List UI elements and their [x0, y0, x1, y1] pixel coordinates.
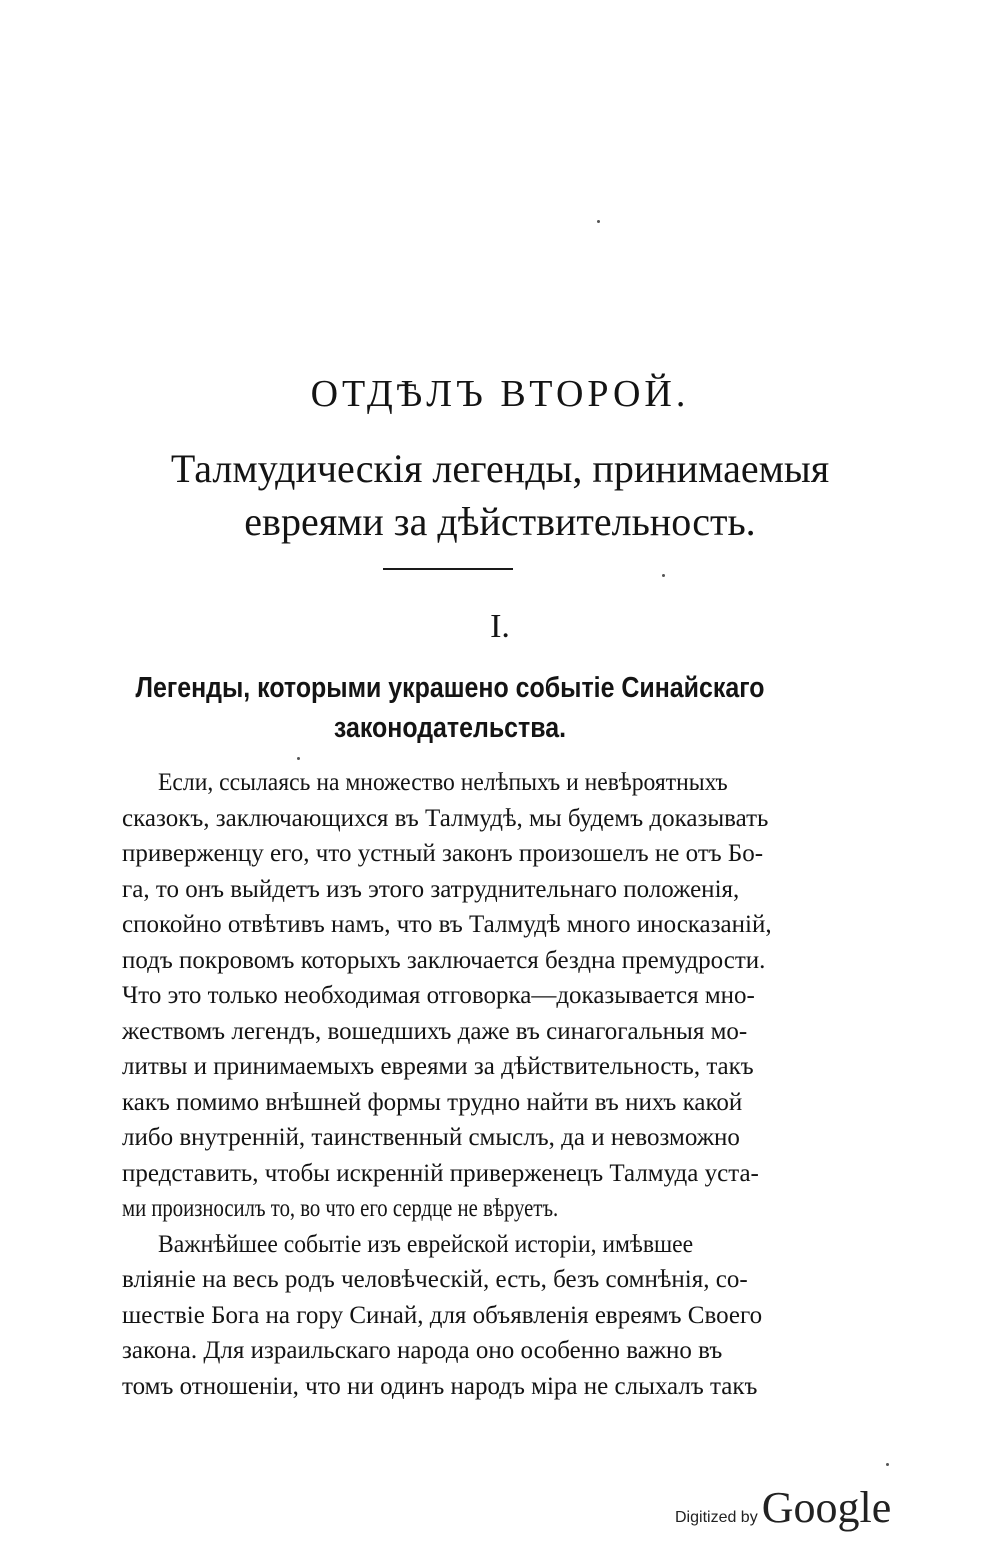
digitized-by-watermark: [675, 1482, 891, 1532]
body-line: вліяніе на весь родъ человѣческій, есть, безъ сомнѣнія, со-: [122, 1266, 748, 1293]
title-divider: [383, 568, 513, 570]
body-line: приверженцу его, что устный законъ произошелъ не отъ Бо-: [122, 840, 764, 867]
chapter-numeral: I.: [490, 608, 510, 645]
google-logo: Google: [761, 1483, 892, 1532]
body-line: жествомъ легендъ, вошедшихъ даже въ синагогальныя мо-: [122, 1017, 748, 1045]
body-line: шествіе Бога на гору Синай, для объявленія евреямъ Своего: [122, 1301, 763, 1329]
subtitle-line-1: Легенды, которыми украшено событіе Синайскаго: [135, 672, 765, 704]
title-line-2: евреями за дѣйствительность.: [244, 499, 756, 544]
title-line-1: Талмудическія легенды, принимаемыя: [170, 446, 830, 491]
body-line: закона. Для израильскаго народа оно особенно важно въ: [122, 1337, 723, 1364]
body-line: Что это только необходимая отговорка—доказывается мно-: [122, 982, 755, 1009]
body-line: га, то онъ выйдетъ изъ этого затруднительнаго положенія,: [122, 875, 740, 903]
print-speck: [597, 220, 600, 223]
print-speck: [297, 757, 300, 760]
body-line: литвы и принимаемыхъ евреями за дѣйствительность, такъ: [122, 1053, 754, 1080]
body-line: либо внутренній, таинственный смыслъ, да и невозможно: [122, 1124, 740, 1151]
print-speck: [662, 574, 665, 577]
body-line: сказокъ, заключающихся въ Талмудѣ, мы будемъ доказывать: [122, 804, 769, 832]
body-line: представить, чтобы искренній приверженецъ Талмуда уста-: [122, 1159, 759, 1187]
section-heading: ОТДѢЛЪ ВТОРОЙ.: [310, 373, 690, 415]
print-speck: [886, 1463, 889, 1466]
body-line: подъ покровомъ которыхъ заключается бездна премудрости.: [122, 946, 766, 974]
body-line: какъ помимо внѣшней формы трудно найти въ нихъ какой: [122, 1088, 743, 1116]
body-line: Если, ссылаясь на множество нелѣпыхъ и невѣроятныхъ: [158, 769, 728, 796]
subtitle-line-2: законодательства.: [333, 712, 567, 744]
body-line: ми произносилъ то, во что его сердце не вѣруетъ.: [122, 1195, 559, 1222]
digitized-by-text: Digitized by: [675, 1509, 758, 1526]
body-line: томъ отношеніи, что ни одинъ народъ міра не слыхалъ такъ: [122, 1372, 758, 1400]
body-line: спокойно отвѣтивъ намъ, что въ Талмудѣ много иносказаній,: [122, 911, 772, 938]
body-line: Важнѣйшее событіе изъ еврейской исторіи, имѣвшее: [158, 1230, 694, 1258]
